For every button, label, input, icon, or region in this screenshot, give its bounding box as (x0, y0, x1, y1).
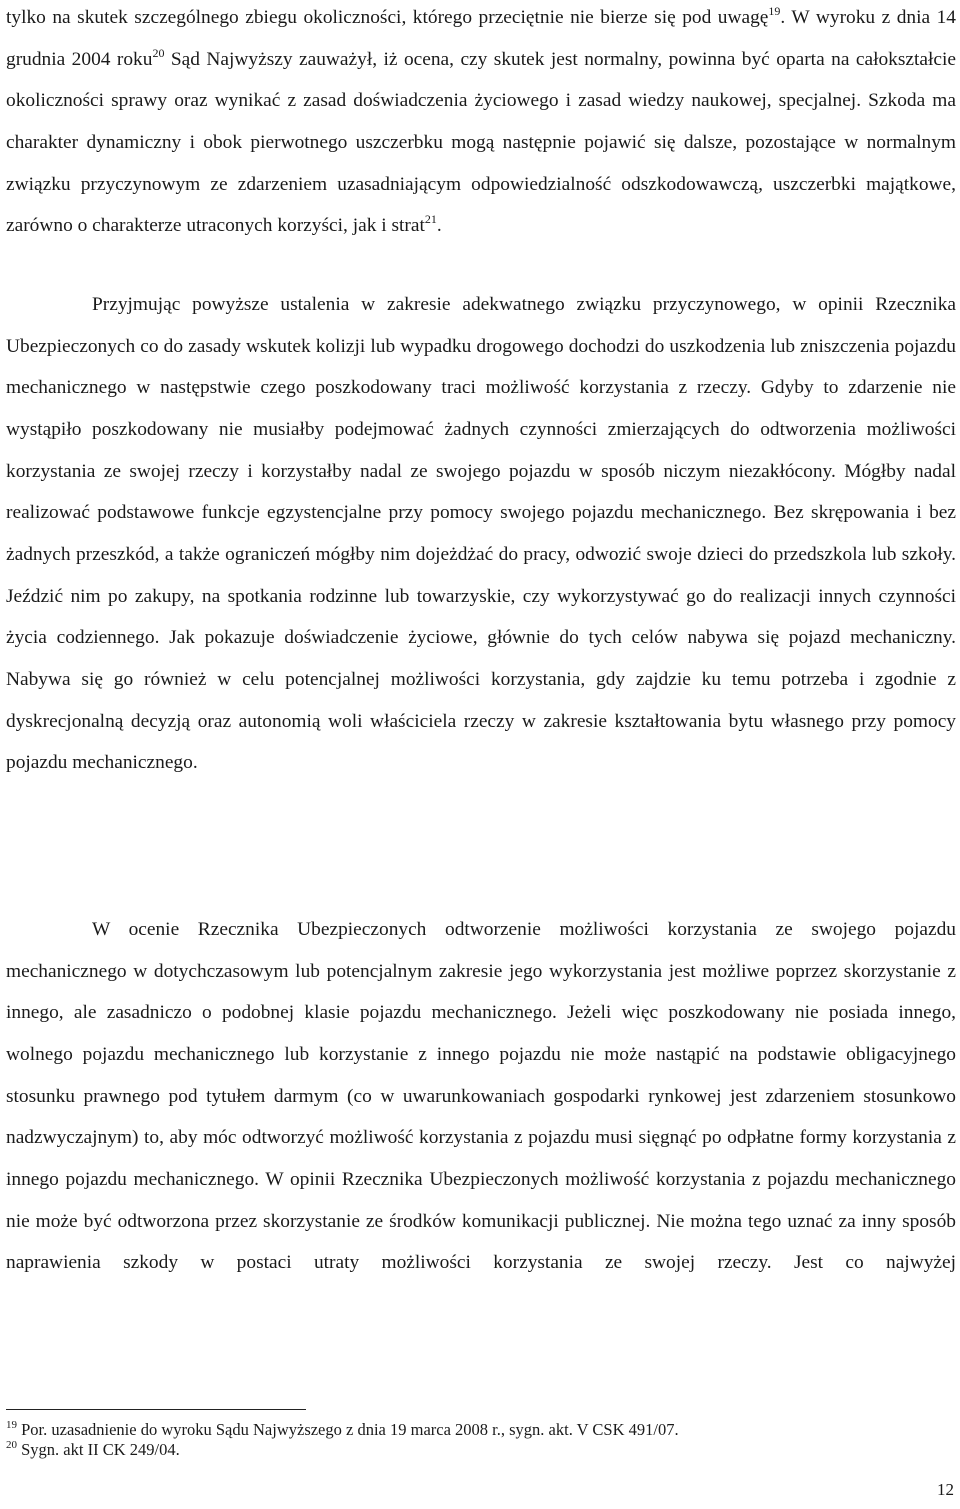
paragraph-1-text-b: . W wyroku z dnia 14 grudnia 2004 roku (6, 7, 957, 70)
paragraph-2 (6, 284, 956, 784)
footnote-19-text: Por. uzasadnienie do wyroku Sądu Najwyższego z dnia 19 marca 2008 r., sygn. akt. V CSK 491/07. (17, 1420, 679, 1439)
paragraph-3 (6, 909, 956, 1284)
footnote-20-number: 20 (6, 1439, 17, 1451)
footnote-19-number: 19 (6, 1419, 17, 1431)
footnote-20 (6, 1440, 180, 1460)
footnote-ref-20: 20 (152, 45, 165, 60)
paragraph-2-text: Przyjmując powyższe ustalenia w zakresie adekwatnego związku przyczynowego, w opinii Rzecznika Ubezpieczonych co do zasady wskutek kolizji lub wypadku drogowego dochodzi do uszkodzenia lub zniszczenia pojazdu mechanicznego w następstwie czego poszkodowany traci możliwość korzystania z rzeczy. Gdyby to zdarzenie nie wystąpiło poszkodowany nie musiałby podejmować żadnych czynności zmierzających do odtworzenia możliwości korzystania ze swojej rzeczy i korzystałby nadal ze swojego pojazdu w sposób niczym niezakłócony. Mógłby nadal realizować podstawowe funkcje egzystencjalne przy pomocy swojego pojazdu mechanicznego. Bez skrępowania i bez żadnych przeszkód, a także ograniczeń mógłby nim dojeżdżać do pracy, odwozić swoje dzieci do przedszkola lub szkoły. Jeździć nim po zakupy, na spotkania rodzinne lub towarzyskie, czy wykorzystywać go do realizacji innych czynności życia codziennego. Jak pokazuje doświadczenie życiowe, głównie do tych celów nabywa się pojazd mechaniczny. Nabywa się go również w celu potencjalnej możliwości korzystania, gdy zajdzie ku temu potrzeba i zgodnie z dyskrecjonalną decyzją oraz autonomią woli właściciela rzeczy w zakresie kształtowania bytu własnego przy pomocy pojazdu mechanicznego. (6, 294, 956, 774)
paragraph-1-text-a: tylko na skutek szczególnego zbiegu okoliczności, którego przeciętnie nie bierze się pod uwagę (6, 7, 769, 28)
footnote-separator (6, 1409, 306, 1410)
paragraph-1-text-c: Sąd Najwyższy zauważył, iż ocena, czy skutek jest normalny, powinna być oparta na całokształcie okoliczności sprawy oraz wynikać z zasad doświadczenia życiowego i zasad wiedzy naukowej, specjalnej. Szkoda ma charakter dynamiczny i obok pierwotnego uszczerbku mogą następnie pojawić się dalsze, pozostające w normalnym związku przyczynowym ze zdarzeniem uzasadniającym odpowiedzialność odszkodowawczą, uszczerbki majątkowe, zarówno o charakterze utraconych korzyści, jak i strat (6, 48, 956, 237)
footnote-20-text: Sygn. akt II CK 249/04. (17, 1440, 180, 1459)
footnote-19 (6, 1420, 679, 1440)
paragraph-1-text-d: . (436, 215, 442, 237)
paragraph-1 (6, 0, 956, 247)
footnote-ref-19: 19 (768, 4, 781, 18)
page-number: 12 (937, 1480, 954, 1499)
footnote-ref-21: 21 (424, 212, 437, 227)
paragraph-3-text: W ocenie Rzecznika Ubezpieczonych odtworzenie możliwości korzystania ze swojego pojazdu mechanicznego w dotychczasowym lub potencjalnym zakresie jego wykorzystania jest możliwe poprzez skorzystanie z innego, ale zasadniczo o podobnej klasie pojazdu mechanicznego. Jeżeli więc poszkodowany nie posiada innego, wolnego pojazdu mechanicznego lub korzystanie z innego pojazdu nie może nastąpić na podstawie obligacyjnego stosunku prawnego pod tytułem darmym (co w uwarunkowaniach gospodarki rynkowej jest zdarzeniem stosunkowo nadzwyczajnym) to, aby móc odtworzyć możliwość korzystania z pojazdu musi sięgnąć po odpłatne formy korzystania z innego pojazdu mechanicznego. W opinii Rzecznika Ubezpieczonych możliwość korzystania z pojazdu mechanicznego nie może być odtworzona przez skorzystanie ze środków komunikacji publicznej. Nie można tego uznać za inny sposób naprawienia szkody w postaci utraty możliwości korzystania ze swojej rzeczy. Jest co najwyżej (6, 919, 956, 1274)
